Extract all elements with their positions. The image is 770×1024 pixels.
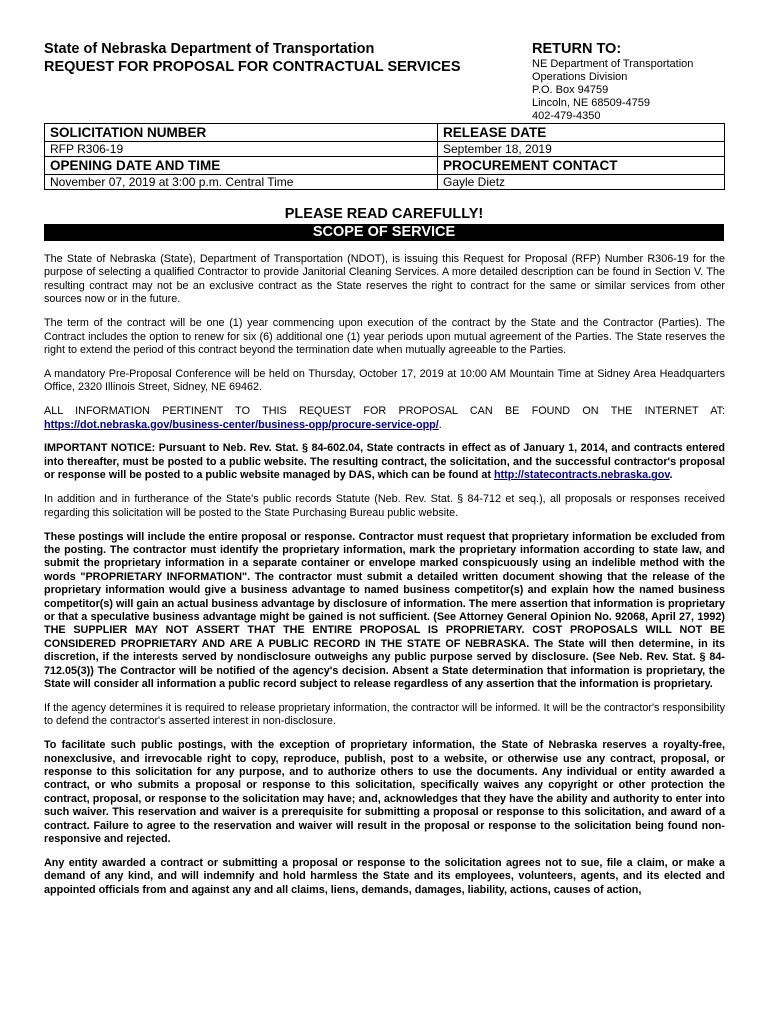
solicitation-number-value: RFP R306-19 <box>45 142 438 157</box>
paragraph-internet <box>44 405 725 432</box>
title-line-2: REQUEST FOR PROPOSAL FOR CONTRACTUAL SERVICES <box>44 59 461 75</box>
release-date-label: RELEASE DATE <box>438 124 725 142</box>
paragraph-royalty: To facilitate such public postings, with the exception of proprietary information, the State of Nebraska reserves a royalty-free, nonexclusive, and irrevocable right to copy, reproduce, publish, post to a website, or otherwise use any contract, proposal, or response to this solicitation for any purpose, and to authorize others to use the documents. Any individual or entity awarded a contract, or who submits a proposal or response to this solicitation, specifically waives any copyright or other protection the contract, proposal, or response to the solicitation may have; and, acknowledges that they have the ability and authority to enter into such waiver. This reservation and waiver is a prerequisite for submitting a proposal or response to this solicitation, and award of a contract. Failure to agree to the reservation and waiver will result in the proposal or response to the solicitation being found non-responsive and rejected. <box>44 739 725 846</box>
return-address-line: P.O. Box 94759 <box>532 84 609 96</box>
title-line-1: State of Nebraska Department of Transportation <box>44 41 375 57</box>
paragraph-important-notice <box>44 442 725 482</box>
paragraph-proprietary: These postings will include the entire proposal or response. Contractor must request that proprietary information be excluded from the posting. The contractor must identify the proprietary information, mark the proprietary information according to state law, and submit the proprietary information in a separate container or envelope marked conspicuously using an indelible method with the words "PROPRIETARY INFORMATION". The contractor must submit a detailed written document showing that the release of the proprietary information would give a business advantage to named business competitor(s) and explain how the named business competitor(s) will gain an actual business advantage by disclosure of information. The mere assertion that information is proprietary or that a speculative business advantage might be gained is not sufficient. (See Attorney General Opinion No. 92068, April 27, 1992) THE SUPPLIER MAY NOT ASSERT THAT THE ENTIRE PROPOSAL IS PROPRIETARY. COST PROPOSALS WILL NOT BE CONSIDERED PROPRIETARY AND ARE A PUBLIC RECORD IN THE STATE OF NEBRASKA. The State will then determine, in its discretion, if the interests served by nondisclosure outweighs any public purpose served by disclosure. (See Neb. Rev. Stat. § 84-712.05(3)) The Contractor will be notified of the agency's decision. Absent a State determination that information is proprietary, the State will consider all information a public record subject to release regardless of any assertion that the information is proprietary. <box>44 530 725 690</box>
return-to-block <box>532 40 732 123</box>
notice-text: IMPORTANT NOTICE: Pursuant to Neb. Rev. Stat. § 84-602.04, State contracts in effect as of January 1, 2014, and contracts entered into thereafter, must be posted to a public website. The resulting contract, the solicitation, and the successful contractor's proposal or response will be posted to a public website managed by DAS, which can be found at <box>44 442 725 482</box>
return-address-line: Operations Division <box>532 71 628 83</box>
return-address-line: 402-479-4350 <box>532 110 601 122</box>
paragraph-release: If the agency determines it is required to release proprietary information, the contractor will be informed. It will be the contractor's responsibility to defend the contractor's asserted interest in non-disclosure. <box>44 701 725 728</box>
ndot-procurement-link[interactable]: https://dot.nebraska.gov/business-center/business-opp/procure-service-opp/ <box>44 418 439 431</box>
please-read-heading: PLEASE READ CAREFULLY! <box>284 206 484 222</box>
return-to-label: RETURN TO: <box>532 41 622 57</box>
release-date-value: September 18, 2019 <box>438 142 725 157</box>
solicitation-info-table <box>44 123 725 190</box>
state-contracts-link[interactable]: http://statecontracts.nebraska.gov <box>493 469 670 482</box>
internet-text-end: . <box>438 418 442 431</box>
opening-date-value: November 07, 2019 at 3:00 p.m. Central Time <box>45 175 438 190</box>
opening-date-label: OPENING DATE AND TIME <box>45 157 438 175</box>
document-body <box>44 253 725 908</box>
return-address-line: Lincoln, NE 68509-4759 <box>532 97 651 109</box>
internet-text: ALL INFORMATION PERTINENT TO THIS REQUEST FOR PROPOSAL CAN BE FOUND ON THE INTERNET AT: <box>44 405 725 418</box>
paragraph-term: The term of the contract will be one (1) year commencing upon execution of the contract by the State and the Contractor (Parties). The Contract includes the option to renew for six (6) additional one (1) year periods upon mutual agreement of the Parties. The State reserves the right to extend the period of this contract beyond the termination date when mutually agreeable to the Parties. <box>44 317 725 356</box>
scope-of-service-banner: SCOPE OF SERVICE <box>44 224 724 241</box>
document-title <box>44 40 514 76</box>
paragraph-conference: A mandatory Pre-Proposal Conference will be held on Thursday, October 17, 2019 at 10:00 AM Mountain Time at Sidney Area Headquarters Office, 2320 Illinois Street, Sidney, NE 69462. <box>44 367 725 394</box>
notice-text-end: . <box>669 469 673 482</box>
paragraph-indemnify: Any entity awarded a contract or submitting a proposal or response to the solicitation agrees not to sue, file a claim, or make a demand of any kind, and will indemnify and hold harmless the State and its employees, volunteers, agents, and its elected and appointed officials from and against any and all claims, liens, demands, damages, liability, actions, causes of action, <box>44 856 725 896</box>
procurement-contact-label: PROCUREMENT CONTACT <box>438 157 725 175</box>
paragraph-intro: The State of Nebraska (State), Department of Transportation (NDOT), is issuing this Request for Proposal (RFP) Number R306-19 for the purpose of selecting a qualified Contractor to provide Janitorial Cleaning Services. A more detailed description can be found in Section V. The resulting contract may not be an exclusive contract as the State reserves the right to contract for the same or similar services from other sources now or in the future. <box>44 253 725 306</box>
return-address-line: NE Department of Transportation <box>532 58 694 70</box>
paragraph-public-records: In addition and in furtherance of the State's public records Statute (Neb. Rev. Stat. § 84-712 et seq.), all proposals or responses received regarding this solicitation will be posted to the State Purchasing Bureau public website. <box>44 493 725 519</box>
solicitation-number-label: SOLICITATION NUMBER <box>45 124 438 142</box>
procurement-contact-value: Gayle Dietz <box>438 175 725 190</box>
